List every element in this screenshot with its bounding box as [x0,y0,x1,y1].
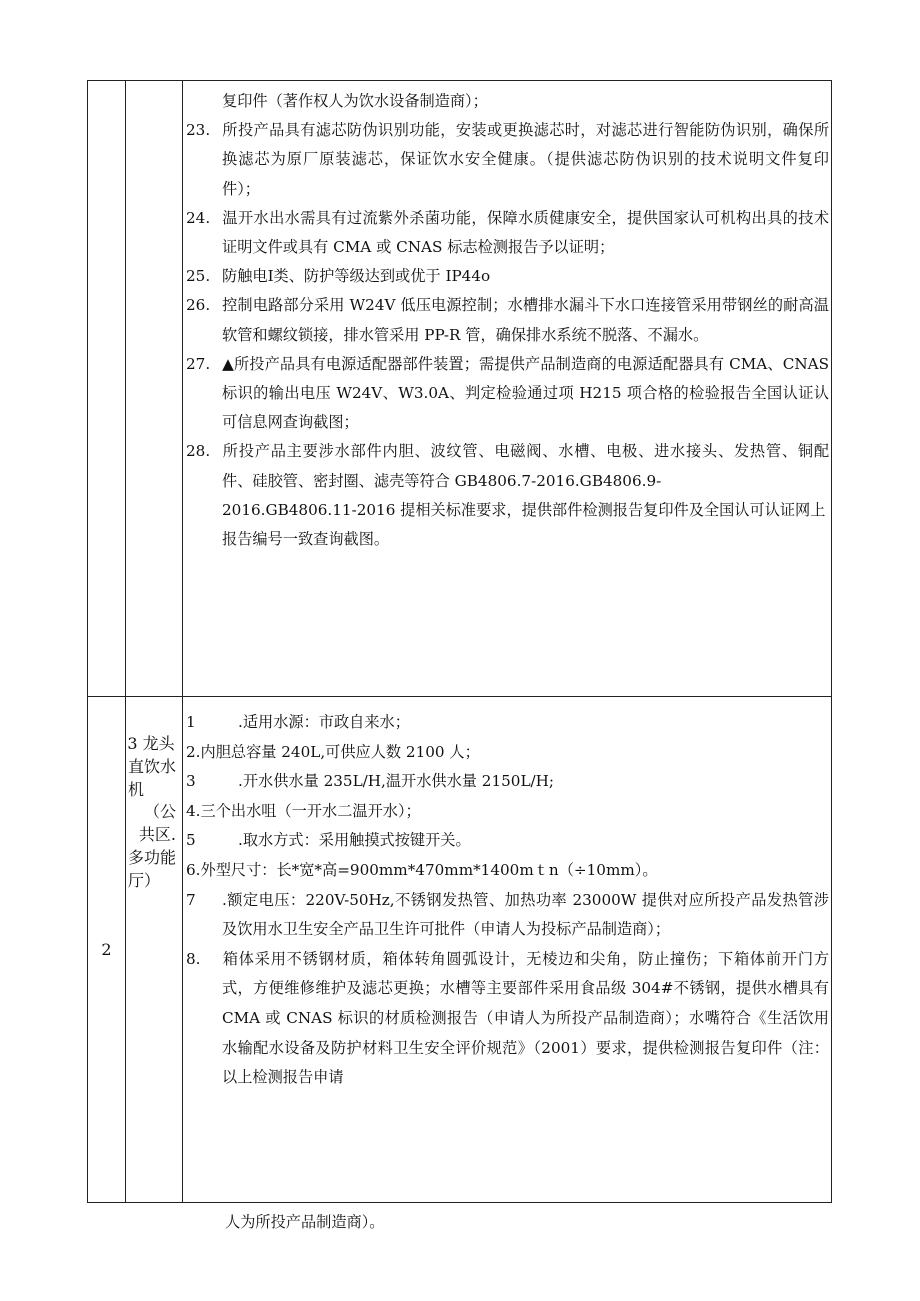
requirement-item-23: 23. 所投产品具有滤芯防伪识别功能，安装或更换滤芯时，对滤芯进行智能防伪识别，确保所换滤芯为原厂原装滤芯，保证饮水安全健康。（提供滤芯防伪识别的技术说明文件复印件）； [186,121,829,198]
item-name-line: 厅） [128,870,161,890]
requirement-item-28-continued: 2016.GB4806.11-2016 提相关标准要求，提供部件检测报告复印件及全国认可认证网上报告编号一致查询截图。 [222,500,826,549]
table-row [88,697,832,1203]
requirement-item-28: 28. 所投产品主要涉水部件内胆、波纹管、电磁阀、水槽、电极、进水接头、发热管、铜配件、硅胶管、密封圈、滤壳等符合 GB4806.7-2016.GB4806.9- [186,442,829,490]
item-name-line: 共区. [138,825,176,845]
spec-item-4: 4.三个出水咀（一开水二温开水）； [186,801,421,820]
spec-item-7: 7 .额定电压：220V-50Hz,不锈钢发热管、加热功率 23000W 提供对应所投产品发热管涉及饮用水卫生安全产品卫生许可批件（申请人为投标产品制造商）； [186,890,829,939]
requirement-item-26: 26. 控制电路部分采用 W24V 低压电源控制；水槽排水漏斗下水口连接管采用带钢丝的耐高温软管和螺纹锁接，排水管采用 PP-R 管，确保排水系统不脱落、不漏水。 [186,296,829,344]
requirements-cell [183,697,832,1203]
spec-item-6: 6.外型尺寸：长*宽*高=900mm*470mm*1400mｔn（÷10mm）。 [186,860,658,879]
table-row [88,81,832,697]
item-name-line: （公 [143,802,176,822]
requirements-cell [183,81,832,697]
continued-text: 复印件（著作权人为饮水设备制造商）； [222,92,488,110]
requirement-item-27: 27. ▲所投产品具有电源适配器部件装置；需提供产品制造商的电源适配器具有 CMA、CNAS 标识的输出电压 W24V、W3.0A、判定检验通过项 H215 项合格的检验报告全国认证认可信息网查询截图； [186,354,829,432]
row-index-cell: 2 [88,697,126,1203]
item-name-cell [126,697,183,1203]
spec-table [87,80,832,1203]
spec-item-3: 3 .开水供水量 235L/H,温开水供水量 2150L/H; [186,772,555,791]
row-index-cell [88,81,126,697]
item-name-cell [126,81,183,697]
trailing-text: 人为所投产品制造商）。 [225,1213,385,1231]
item-name-line: 多功能 [127,847,176,867]
spec-item-5: 5 .取水方式：采用触摸式按键开关。 [186,831,471,850]
item-name-line: 3 龙头 [127,734,175,753]
spec-item-8: 8. 箱体采用不锈钢材质，箱体转角圆弧设计，无棱边和尖角，防止撞伤；下箱体前开门方式，方便维修维护及滤芯更换；水槽等主要部件采用食品级 304#不锈钢，提供水槽具有 CMA 或 CNAS 标识的材质检测报告（申请人为所投产品制造商）；水嘴符合《生活饮用水输配水设备及防护材料卫生安全评价规范》（2001）要求，提供检测报告复印件（注：以上检测报告申请 [186,949,829,1087]
spec-item-1: 1 .适用水源：市政自来水； [186,713,410,731]
requirement-item-25: 25. 防触电Ⅰ类、防护等级达到或优于 IP44o [186,267,491,286]
spec-item-2: 2.内胆总容量 240L,可供应人数 2100 人； [186,742,480,761]
item-name-line: 直饮水 [127,756,176,776]
requirement-item-24: 24. 温开水出水需具有过流紫外杀菌功能，保障水质健康安全，提供国家认可机构出具的技术证明文件或具有 CMA 或 CNAS 标志检测报告予以证明； [186,208,829,257]
item-name-line: 机 [128,779,145,799]
